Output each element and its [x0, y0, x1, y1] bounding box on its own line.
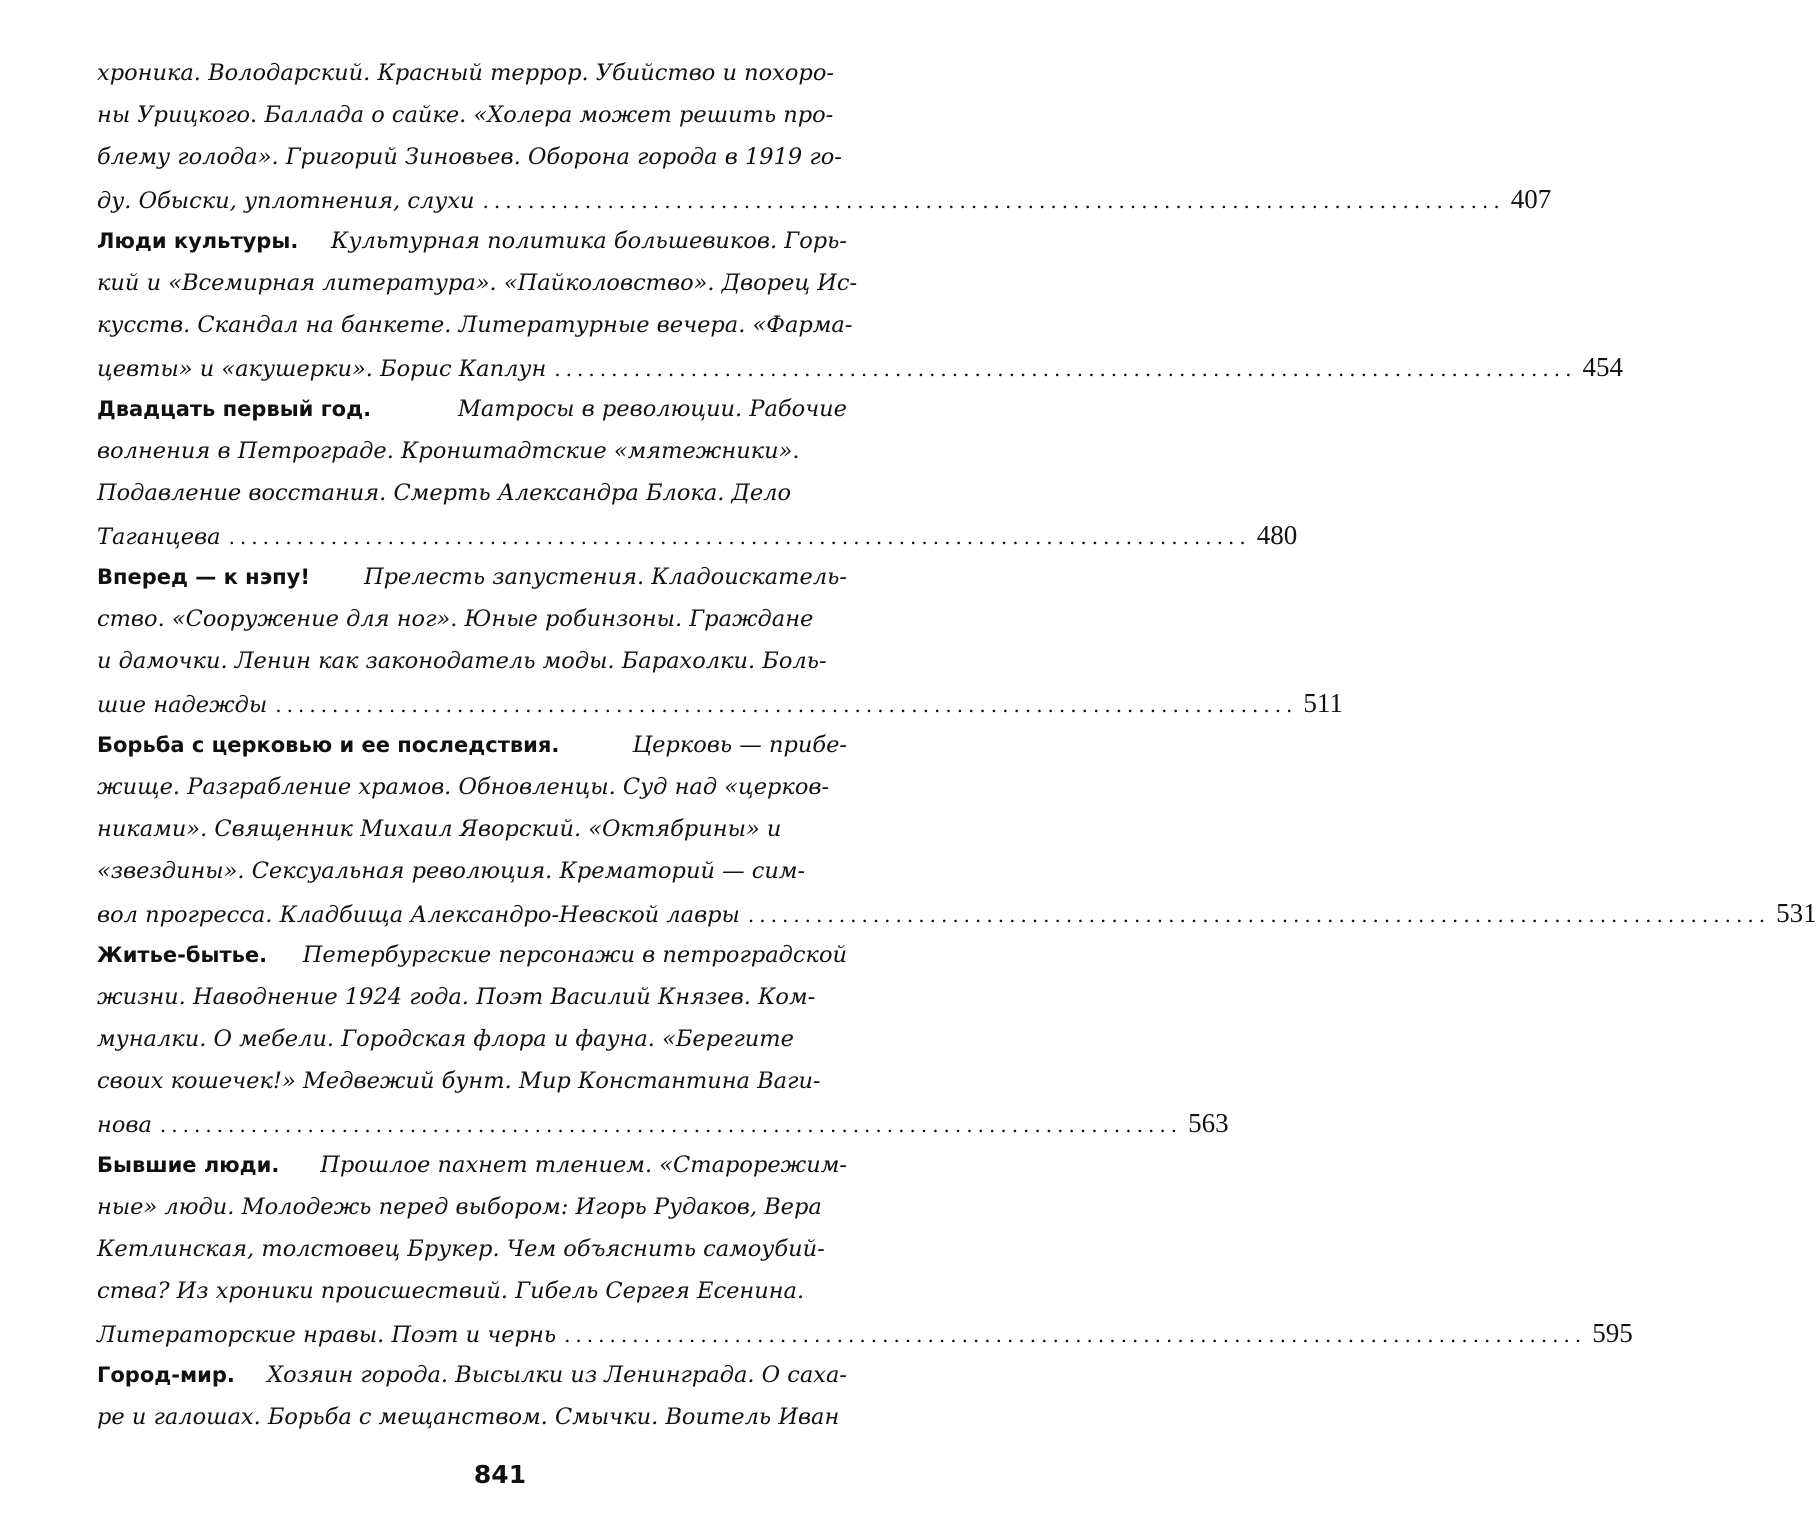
toc-text-line: и дамочки. Ленин как законодатель моды. Барахолки. Боль- [97, 648, 827, 674]
toc-leader-line [97, 893, 1817, 933]
toc-page-number: 595 [1592, 1318, 1633, 1348]
toc-entry-heading: Двадцать первый год. [97, 397, 372, 421]
dot-leader: .......................................................................................... [564, 1323, 1587, 1347]
dot-leader: .......................................................................................... [747, 903, 1771, 927]
toc-text-line: цевты» и «акушерки». Борис Каплун [97, 356, 547, 382]
toc-text-line: Культурная политика большевиков. Горь- [331, 228, 847, 254]
toc-heading-line [97, 389, 847, 429]
toc-text-line: Хозяин города. Высылки из Ленинграда. О саха- [267, 1362, 847, 1388]
toc-text-line: муналки. О мебели. Городская флора и фауна. «Берегите [97, 1026, 794, 1052]
toc-text-line: Церковь — прибе- [632, 732, 847, 758]
toc-entry-heading: Люди культуры. [97, 229, 299, 253]
toc-page-number: 454 [1582, 352, 1623, 382]
toc-text-line: нова [97, 1112, 152, 1138]
toc-text-line: Прошлое пахнет тлением. «Старорежим- [320, 1152, 847, 1178]
toc-leader-line [97, 515, 1298, 555]
toc-heading-line [97, 1355, 847, 1395]
toc-heading-line [97, 221, 847, 261]
toc-text-line: ны Урицкого. Баллада о сайке. «Холера может решить про- [97, 102, 834, 128]
toc-text-line: Таганцева [97, 524, 221, 550]
toc-text-line: ства? Из хроники происшествий. Гибель Сергея Есенина. [97, 1278, 805, 1304]
toc-heading-line [97, 935, 847, 975]
toc-text-line: блему голода». Григорий Зиновьев. Оборона города в 1919 го- [97, 144, 842, 170]
dot-leader: .......................................................................................... [275, 693, 1298, 717]
toc-leader-line [97, 683, 1343, 723]
toc-entry-heading: Борьба с церковью и ее последствия. [97, 733, 560, 757]
toc-text-line: Прелесть запустения. Кладоискатель- [363, 564, 847, 590]
toc-text-line: ду. Обыски, уплотнения, слухи [97, 188, 475, 214]
toc-text-line: Петербургские персонажи в петроградской [302, 942, 847, 968]
toc-text-line: никами». Священник Михаил Яворский. «Октябрины» и [97, 816, 782, 842]
toc-text-line: волнения в Петрограде. Кронштадтские «мятежники». [97, 438, 800, 464]
dot-leader: .......................................................................................... [554, 357, 1577, 381]
toc-text-line: кусств. Скандал на банкете. Литературные вечера. «Фарма- [97, 312, 853, 338]
dot-leader: .......................................................................................... [159, 1113, 1183, 1137]
toc-leader-line [97, 347, 1623, 387]
toc-heading-line [97, 1145, 847, 1185]
toc-text-line: кий и «Всемирная литература». «Пайколовство». Дворец Ис- [97, 270, 858, 296]
toc-page-number: 511 [1303, 688, 1343, 718]
toc-page-number: 531 [1776, 898, 1817, 928]
toc-entry-heading: Бывшие люди. [97, 1153, 280, 1177]
dot-leader: .......................................................................................... [482, 189, 1505, 213]
toc-entry-heading: Вперед — к нэпу! [97, 565, 310, 589]
toc-text-line: вол прогресса. Кладбища Александро-Невской лавры [97, 902, 740, 928]
toc-text-line: Подавление восстания. Смерть Александра Блока. Дело [97, 480, 792, 506]
toc-text-line: Матросы в революции. Рабочие [457, 396, 847, 422]
toc-page-number: 563 [1188, 1108, 1229, 1138]
toc-text-line: Кетлинская, толстовец Брукер. Чем объяснить самоубий- [97, 1236, 825, 1262]
toc-heading-line [97, 557, 847, 597]
toc-text-line: ре и галошах. Борьба с мещанством. Смычки. Воитель Иван [97, 1404, 840, 1430]
toc-text-line: ство. «Сооружение для ног». Юные робинзоны. Граждане [97, 606, 814, 632]
toc-text-line: хроника. Володарский. Красный террор. Убийство и похоро- [97, 60, 834, 86]
toc-leader-line [97, 1313, 1633, 1353]
dot-leader: .......................................................................................... [228, 525, 1251, 549]
toc-entry-heading: Город-мир. [97, 1363, 235, 1387]
toc-text-line: ные» люди. Молодежь перед выбором: Игорь Рудаков, Вера [97, 1194, 822, 1220]
toc-text-line: Литераторские нравы. Поэт и чернь [97, 1322, 557, 1348]
toc-text-line: своих кошечек!» Медвежий бунт. Мир Константина Ваги- [97, 1068, 821, 1094]
toc-text-line: «звездины». Сексуальная революция. Крематорий — сим- [97, 858, 806, 884]
toc-leader-line [97, 179, 1552, 219]
toc-heading-line [97, 725, 847, 765]
toc-entry-heading: Житье-бытье. [97, 943, 268, 967]
toc-text-line: жизни. Наводнение 1924 года. Поэт Василий Князев. Ком- [97, 984, 816, 1010]
toc-text-line: жище. Разграбление храмов. Обновленцы. Суд над «церков- [97, 774, 830, 800]
page-number: 841 [473, 1460, 527, 1489]
toc-text-line: шие надежды [97, 692, 268, 718]
toc-page-number: 407 [1510, 184, 1552, 214]
toc-leader-line [97, 1103, 1229, 1143]
toc-page-number: 480 [1256, 520, 1298, 550]
